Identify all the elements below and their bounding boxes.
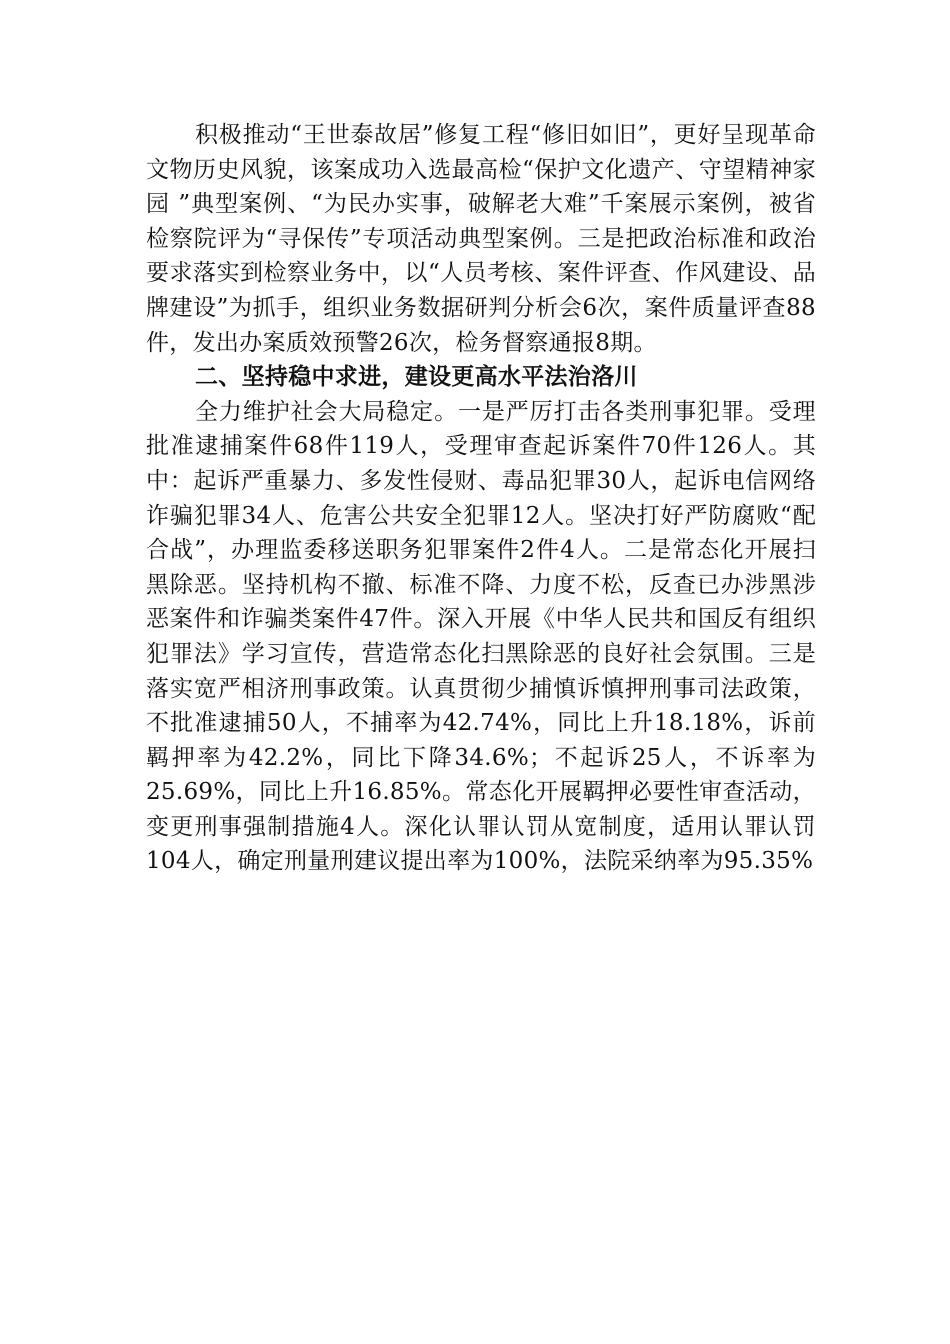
document-body (146, 118, 816, 879)
paragraph-social-stability: 全力维护社会大局稳定。一是严厉打击各类刑事犯罪。受理批准逮捕案件68件119人，受理审查起诉案件70件126人。其中：起诉严重暴力、多发性侵财、毒品犯罪30人，起诉电信网络诈骗犯罪34人、危害公共安全犯罪12人。坚决打好严防腐败“配合战”，办理监委移送职务犯罪案件2件4人。二是常态化开展扫黑除恶。坚持机构不撤、标准不降、力度不松，反查已办涉黑涉恶案件和诈骗类案件47件。深入开展《中华人民共和国反有组织犯罪法》学习宣传，营造常态化扫黑除恶的良好社会氛围。三是落实宽严相济刑事政策。认真贯彻少捕慎诉慎押刑事司法政策，不批准逮捕50人，不捕率为42.74%，同比上升18.18%，诉前羁押率为42.2%，同比下降34.6%；不起诉25人，不诉率为25.69%，同比上升16.85%。常态化开展羁押必要性审查活动，变更刑事强制措施4人。深化认罪认罚从宽制度，适用认罪认罚104人，确定刑量刑建议提出率为100%，法院采纳率为95.35% (146, 398, 816, 875)
section-heading: 二、坚持稳中求进，建设更高水平法治洛川 (195, 364, 638, 391)
paragraph-heritage-protection: 积极推动“王世泰故居”修复工程“修旧如旧”，更好呈现革命文物历史风貌，该案成功入选最高检“保护文化遗产、守望精神家园 ”典型案例、“为民办实事，破解老大难”千案展示案例，被省检察院评为“寻保传”专项活动典型案例。三是把政治标准和政治要求落实到检察业务中，以“人员考核、案件评查、作风建设、品牌建设”为抓手，组织业务数据研判分析会6次，案件质量评查88件，发出办案质效预警26次，检务督察通报8期。 (146, 122, 816, 356)
